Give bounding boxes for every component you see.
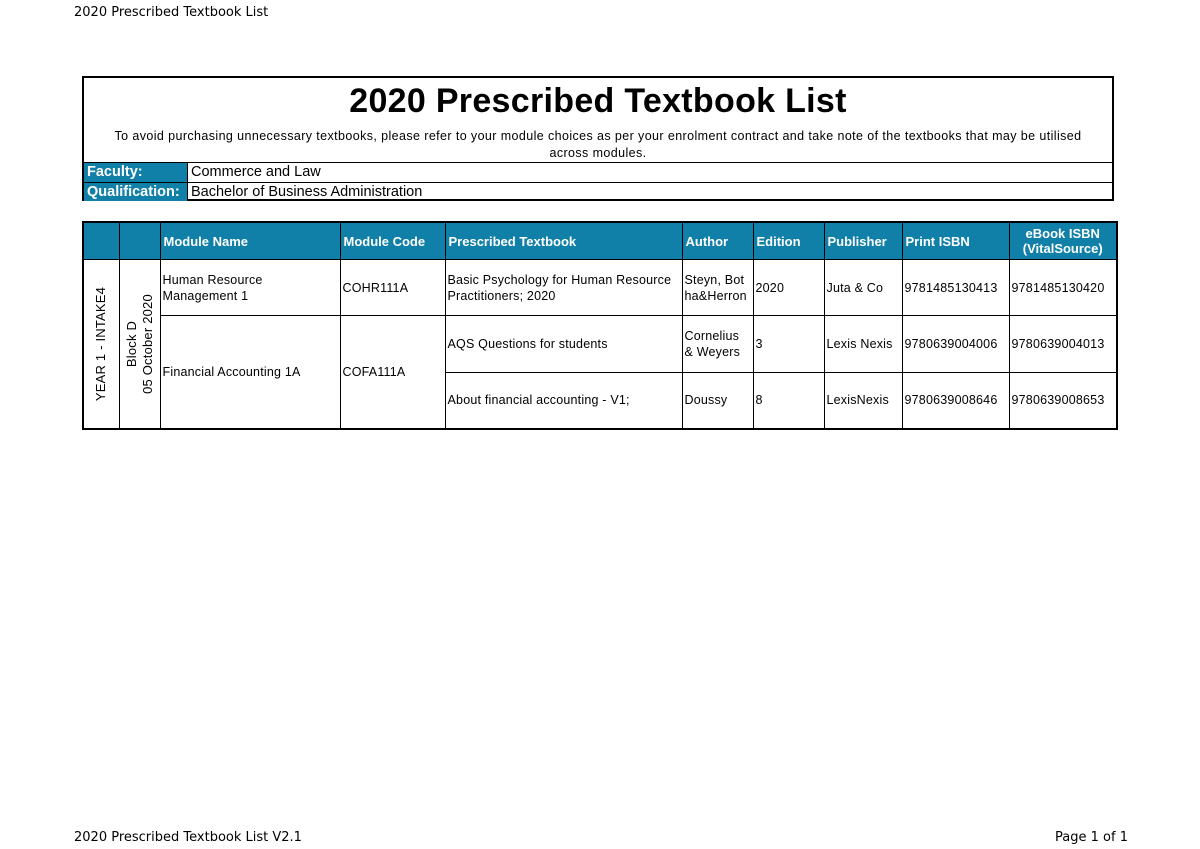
table-row bbox=[83, 260, 1117, 316]
year-cell bbox=[83, 260, 119, 430]
table-header-row bbox=[83, 222, 1117, 260]
print-isbn-cell: 9781485130413 bbox=[902, 260, 1009, 316]
notice-text: To avoid purchasing unnecessary textbooks, please refer to your module choices as per your enrolment contract and take note of the textbooks that may be utilised across modules. bbox=[114, 129, 1082, 160]
faculty-label: Faculty: bbox=[84, 163, 188, 182]
textbook-table bbox=[82, 221, 1118, 430]
author-cell: Doussy bbox=[682, 372, 753, 429]
author-cell: Steyn, Botha&Herron bbox=[682, 260, 753, 316]
print-isbn-cell: 9780639008646 bbox=[902, 372, 1009, 429]
block-cell bbox=[119, 260, 160, 430]
header-edition: Edition bbox=[753, 222, 824, 260]
edition-cell: 8 bbox=[753, 372, 824, 429]
textbook-cell: About financial accounting - V1; bbox=[445, 372, 682, 429]
module-code-cell: COHR111A bbox=[340, 260, 445, 316]
faculty-row bbox=[84, 162, 1112, 182]
header-print-isbn: Print ISBN bbox=[902, 222, 1009, 260]
edition-cell: 2020 bbox=[753, 260, 824, 316]
header-ebook-isbn: eBook ISBN (VitalSource) bbox=[1009, 222, 1117, 260]
page-header: 2020 Prescribed Textbook List bbox=[74, 5, 269, 20]
publisher-cell: Lexis Nexis bbox=[824, 316, 902, 373]
table-row bbox=[83, 316, 1117, 373]
header-block bbox=[119, 222, 160, 260]
header-author: Author bbox=[682, 222, 753, 260]
author-cell: Cornelius & Weyers bbox=[682, 316, 753, 373]
footer-page-number: Page 1 of 1 bbox=[1055, 830, 1128, 845]
qualification-value: Bachelor of Business Administration bbox=[191, 184, 423, 200]
textbook-cell: AQS Questions for students bbox=[445, 316, 682, 373]
block-label-line1: Block D bbox=[123, 320, 139, 368]
ebook-isbn-cell: 9781485130420 bbox=[1009, 260, 1117, 316]
textbook-cell: Basic Psychology for Human Resource Practitioners; 2020 bbox=[445, 260, 682, 316]
footer-version: 2020 Prescribed Textbook List V2.1 bbox=[74, 830, 302, 845]
print-isbn-cell: 9780639004006 bbox=[902, 316, 1009, 373]
publisher-cell: LexisNexis bbox=[824, 372, 902, 429]
qualification-label: Qualification: bbox=[84, 183, 188, 201]
faculty-value: Commerce and Law bbox=[191, 164, 321, 180]
document-title: 2020 Prescribed Textbook List bbox=[349, 82, 847, 120]
header-publisher: Publisher bbox=[824, 222, 902, 260]
ebook-isbn-cell: 9780639008653 bbox=[1009, 372, 1117, 429]
title-block bbox=[82, 76, 1114, 201]
year-label: YEAR 1 - INTAKE4 bbox=[93, 286, 109, 402]
header-module-code: Module Code bbox=[340, 222, 445, 260]
ebook-isbn-cell: 9780639004013 bbox=[1009, 316, 1117, 373]
header-module-name: Module Name bbox=[160, 222, 340, 260]
module-code-cell: COFA111A bbox=[340, 316, 445, 430]
edition-cell: 3 bbox=[753, 316, 824, 373]
module-name-cell: Financial Accounting 1A bbox=[160, 316, 340, 430]
header-prescribed-textbook: Prescribed Textbook bbox=[445, 222, 682, 260]
header-year bbox=[83, 222, 119, 260]
block-label-line2: 05 October 2020 bbox=[139, 294, 155, 394]
publisher-cell: Juta & Co bbox=[824, 260, 902, 316]
module-name-cell: Human Resource Management 1 bbox=[160, 260, 340, 316]
block-label bbox=[124, 294, 156, 394]
qualification-row bbox=[84, 182, 1112, 201]
